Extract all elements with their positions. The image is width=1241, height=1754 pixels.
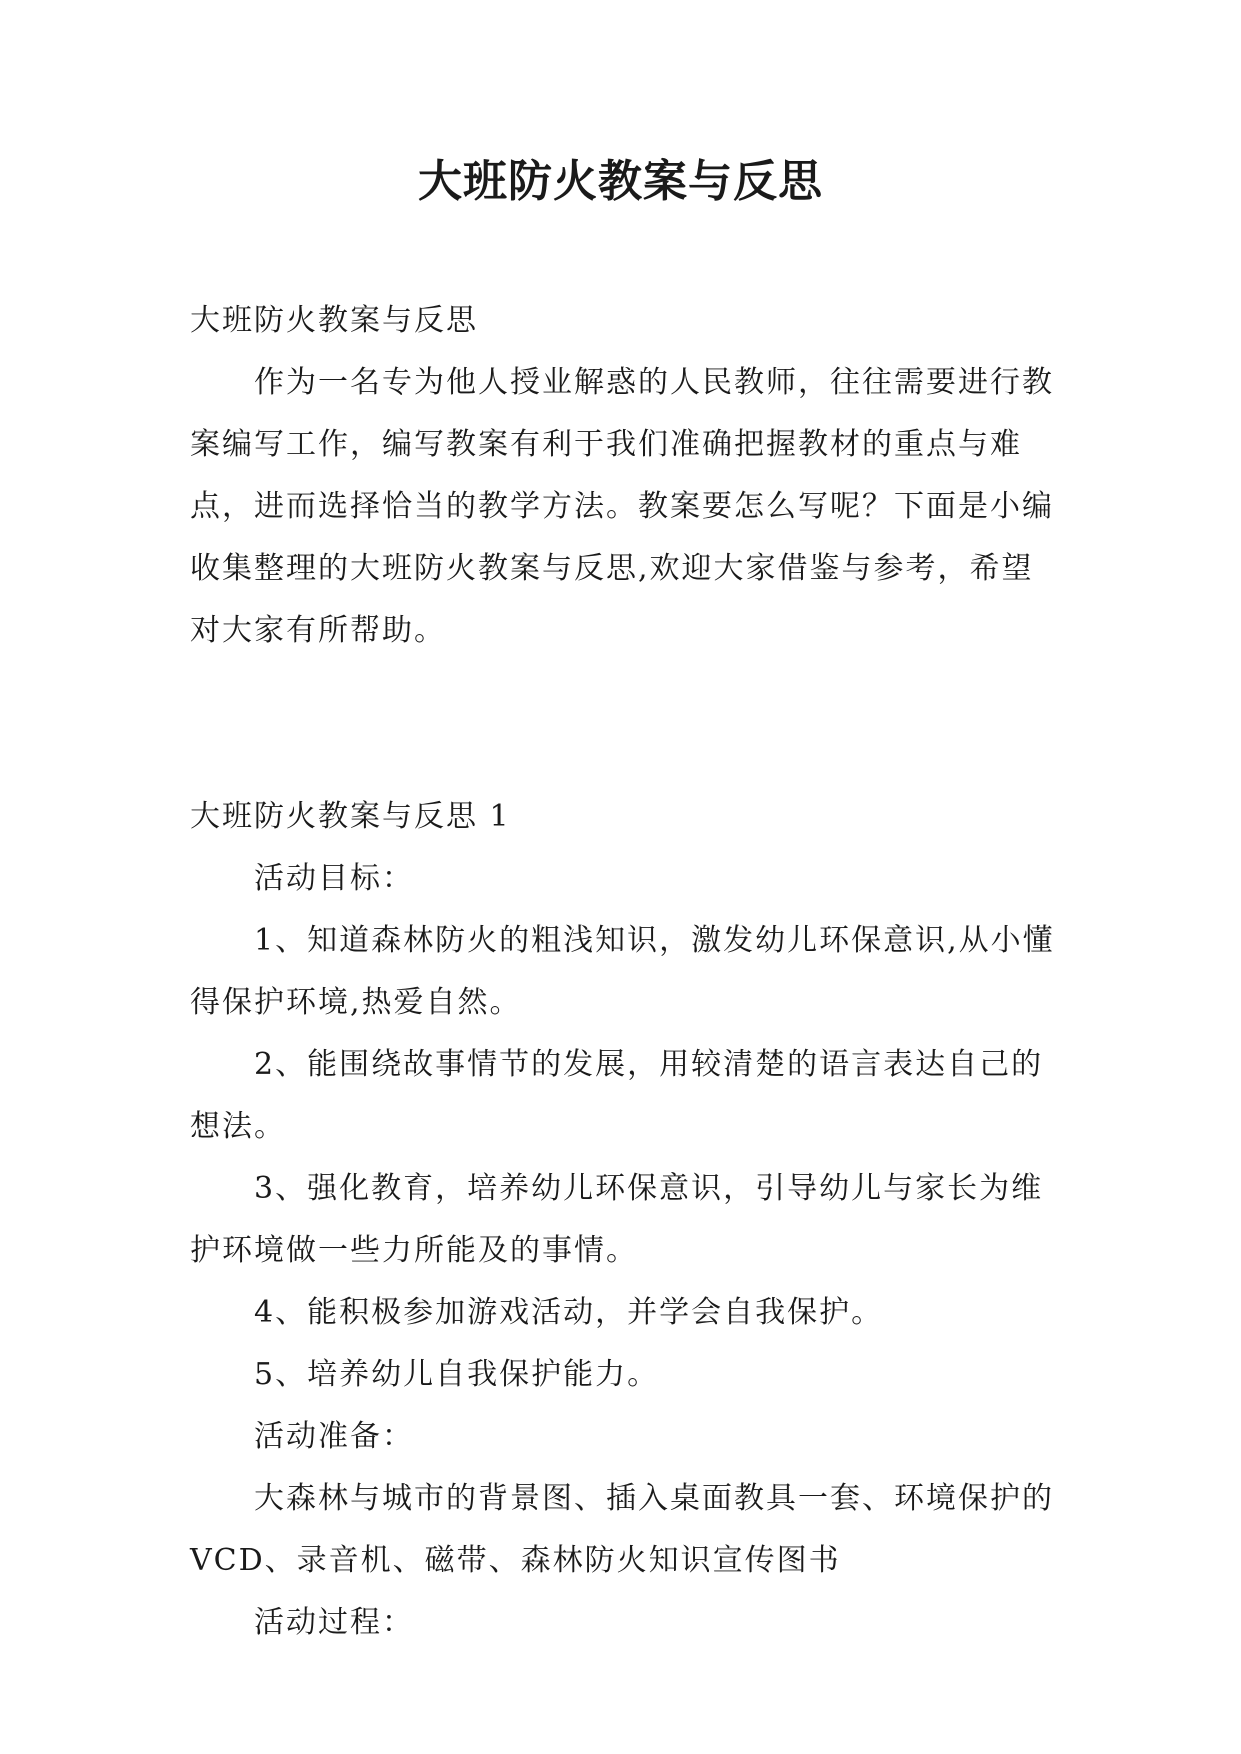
goal-item: 2、能围绕故事情节的发展，用较清楚的语言表达自己的想法。 bbox=[190, 1047, 1044, 1144]
section-heading: 大班防火教案与反思 bbox=[190, 303, 478, 338]
goal-item: 1、知道森林防火的粗浅知识，激发幼儿环保意识,从小懂得保护环境,热爱自然。 bbox=[190, 923, 1055, 1020]
document-body bbox=[190, 290, 1065, 1654]
preparation-text: 大森林与城市的背景图、插入桌面教具一套、环境保护的 VCD、录音机、磁带、森林防火知识宣传图书 bbox=[190, 1481, 1054, 1578]
section-heading: 大班防火教案与反思 1 bbox=[190, 799, 511, 834]
section-spacer bbox=[190, 662, 1065, 786]
subheading-process: 活动过程： bbox=[254, 1605, 414, 1640]
subheading-preparation: 活动准备： bbox=[254, 1419, 414, 1454]
subheading-goals: 活动目标： bbox=[254, 861, 414, 896]
goal-item: 4、能积极参加游戏活动，并学会自我保护。 bbox=[254, 1295, 884, 1330]
goal-item: 5、培养幼儿自我保护能力。 bbox=[254, 1357, 660, 1392]
intro-paragraph: 作为一名专为他人授业解惑的人民教师，往往需要进行教案编写工作，编写教案有利于我们准确把握教材的重点与难点，进而选择恰当的教学方法。教案要怎么写呢？下面是小编收集整理的大班防火教案与反思,欢迎大家借鉴与参考，希望对大家有所帮助。 bbox=[190, 365, 1054, 648]
document-title: 大班防火教案与反思 bbox=[418, 156, 823, 207]
goal-item: 3、强化教育，培养幼儿环保意识，引导幼儿与家长为维护环境做一些力所能及的事情。 bbox=[190, 1171, 1044, 1268]
